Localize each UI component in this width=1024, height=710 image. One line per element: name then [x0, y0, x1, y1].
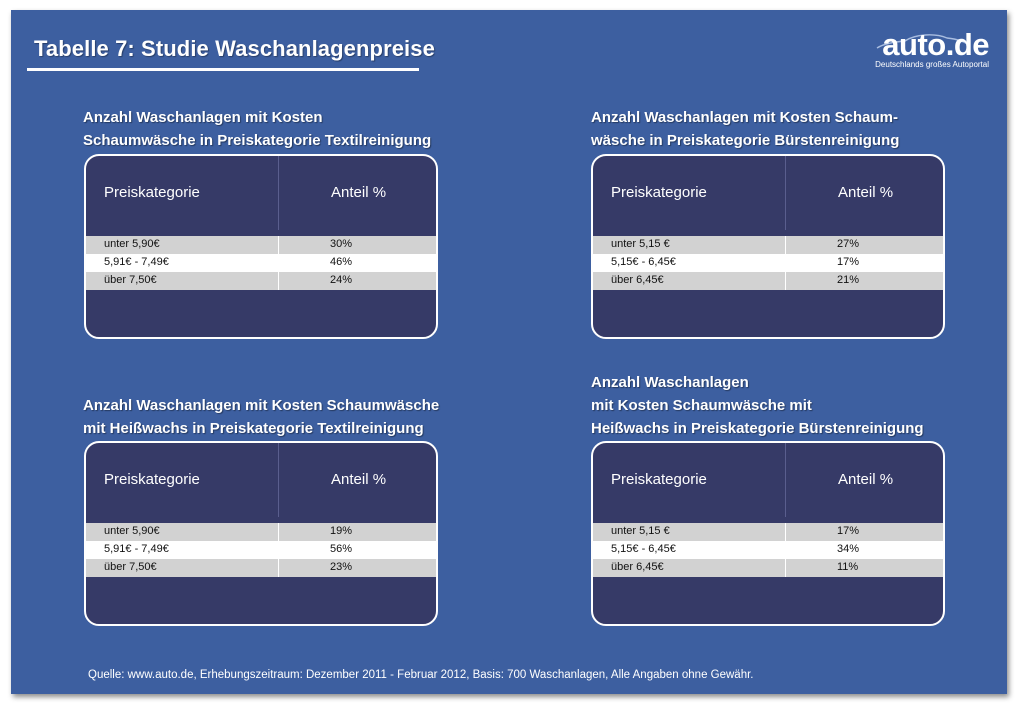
- table-body: [593, 523, 943, 577]
- column-header-share: Anteil %: [331, 471, 387, 488]
- table-1: [84, 154, 438, 339]
- table-row: [593, 272, 943, 290]
- share-cell: 24%: [330, 274, 353, 286]
- heading-line: mit Kosten Schaumwäsche mit: [591, 397, 812, 414]
- column-header-category: Preiskategorie: [611, 184, 707, 201]
- table-2: [591, 154, 945, 339]
- table-row: [593, 523, 943, 541]
- table-body: [86, 236, 436, 290]
- column-divider: [785, 443, 786, 517]
- table-row: [593, 541, 943, 559]
- share-cell: 34%: [837, 543, 860, 555]
- column-divider: [278, 156, 279, 230]
- table-header: [86, 443, 436, 517]
- category-cell: 5,15€ - 6,45€: [611, 543, 676, 555]
- heading-line: Schaumwäsche in Preiskategorie Textilreinigung: [83, 132, 432, 149]
- share-cell: 17%: [837, 256, 860, 268]
- table-row: [86, 236, 436, 254]
- heading-line: Anzahl Waschanlagen: [591, 374, 749, 391]
- table-row: [86, 254, 436, 272]
- category-cell: 5,91€ - 7,49€: [104, 256, 169, 268]
- column-header-category: Preiskategorie: [104, 471, 200, 488]
- share-cell: 56%: [330, 543, 353, 555]
- column-divider: [785, 156, 786, 230]
- table-4: [591, 441, 945, 626]
- column-header-share: Anteil %: [838, 471, 894, 488]
- brand-logo[interactable]: [875, 28, 989, 69]
- column-header-share: Anteil %: [838, 184, 894, 201]
- table-header: [593, 443, 943, 517]
- table-row: [86, 559, 436, 577]
- category-cell: unter 5,15 €: [611, 525, 670, 537]
- share-cell: 11%: [837, 561, 859, 573]
- category-cell: über 7,50€: [104, 561, 157, 573]
- category-cell: unter 5,15 €: [611, 238, 670, 250]
- heading-line: Anzahl Waschanlagen mit Kosten: [83, 109, 323, 126]
- column-header-category: Preiskategorie: [104, 184, 200, 201]
- column-header-category: Preiskategorie: [611, 471, 707, 488]
- title-underline: [27, 68, 419, 71]
- category-cell: unter 5,90€: [104, 525, 160, 537]
- table-body: [593, 236, 943, 290]
- table-header: [593, 156, 943, 230]
- table-row: [86, 523, 436, 541]
- table-2-heading: [591, 106, 899, 152]
- table-header: [86, 156, 436, 230]
- table-row: [593, 236, 943, 254]
- table-row: [86, 272, 436, 290]
- heading-line: mit Heißwachs in Preiskategorie Textilreinigung: [83, 420, 424, 437]
- heading-line: Heißwachs in Preiskategorie Bürstenreinigung: [591, 420, 924, 437]
- share-cell: 19%: [330, 525, 353, 537]
- table-1-heading: [83, 106, 431, 152]
- category-cell: unter 5,90€: [104, 238, 160, 250]
- page-title: Tabelle 7: Studie Waschanlagenpreise: [34, 36, 435, 61]
- category-cell: über 6,45€: [611, 561, 664, 573]
- table-row: [86, 541, 436, 559]
- table-row: [593, 254, 943, 272]
- table-body: [86, 523, 436, 577]
- share-cell: 46%: [330, 256, 353, 268]
- share-cell: 30%: [330, 238, 353, 250]
- share-cell: 27%: [837, 238, 860, 250]
- logo-tagline: Deutschlands großes Autoportal: [875, 60, 989, 69]
- source-footnote: Quelle: www.auto.de, Erhebungszeitraum: Dezember 2011 - Februar 2012, Basis: 700 Waschanlagen, Alle Angaben ohne Gewähr.: [88, 669, 754, 681]
- share-cell: 21%: [837, 274, 860, 286]
- category-cell: 5,15€ - 6,45€: [611, 256, 676, 268]
- infographic-card: [11, 10, 1007, 694]
- table-row: [593, 559, 943, 577]
- table-3: [84, 441, 438, 626]
- column-divider: [278, 443, 279, 517]
- category-cell: über 6,45€: [611, 274, 664, 286]
- table-3-heading: [83, 394, 439, 440]
- category-cell: über 7,50€: [104, 274, 157, 286]
- share-cell: 17%: [837, 525, 860, 537]
- table-4-heading: [591, 371, 924, 440]
- category-cell: 5,91€ - 7,49€: [104, 543, 169, 555]
- column-header-share: Anteil %: [331, 184, 387, 201]
- heading-line: wäsche in Preiskategorie Bürstenreinigung: [591, 132, 900, 149]
- heading-line: Anzahl Waschanlagen mit Kosten Schaumwäsche: [83, 397, 440, 414]
- heading-line: Anzahl Waschanlagen mit Kosten Schaum-: [591, 109, 898, 126]
- logo-wordmark: auto.de: [882, 27, 989, 62]
- share-cell: 23%: [330, 561, 353, 573]
